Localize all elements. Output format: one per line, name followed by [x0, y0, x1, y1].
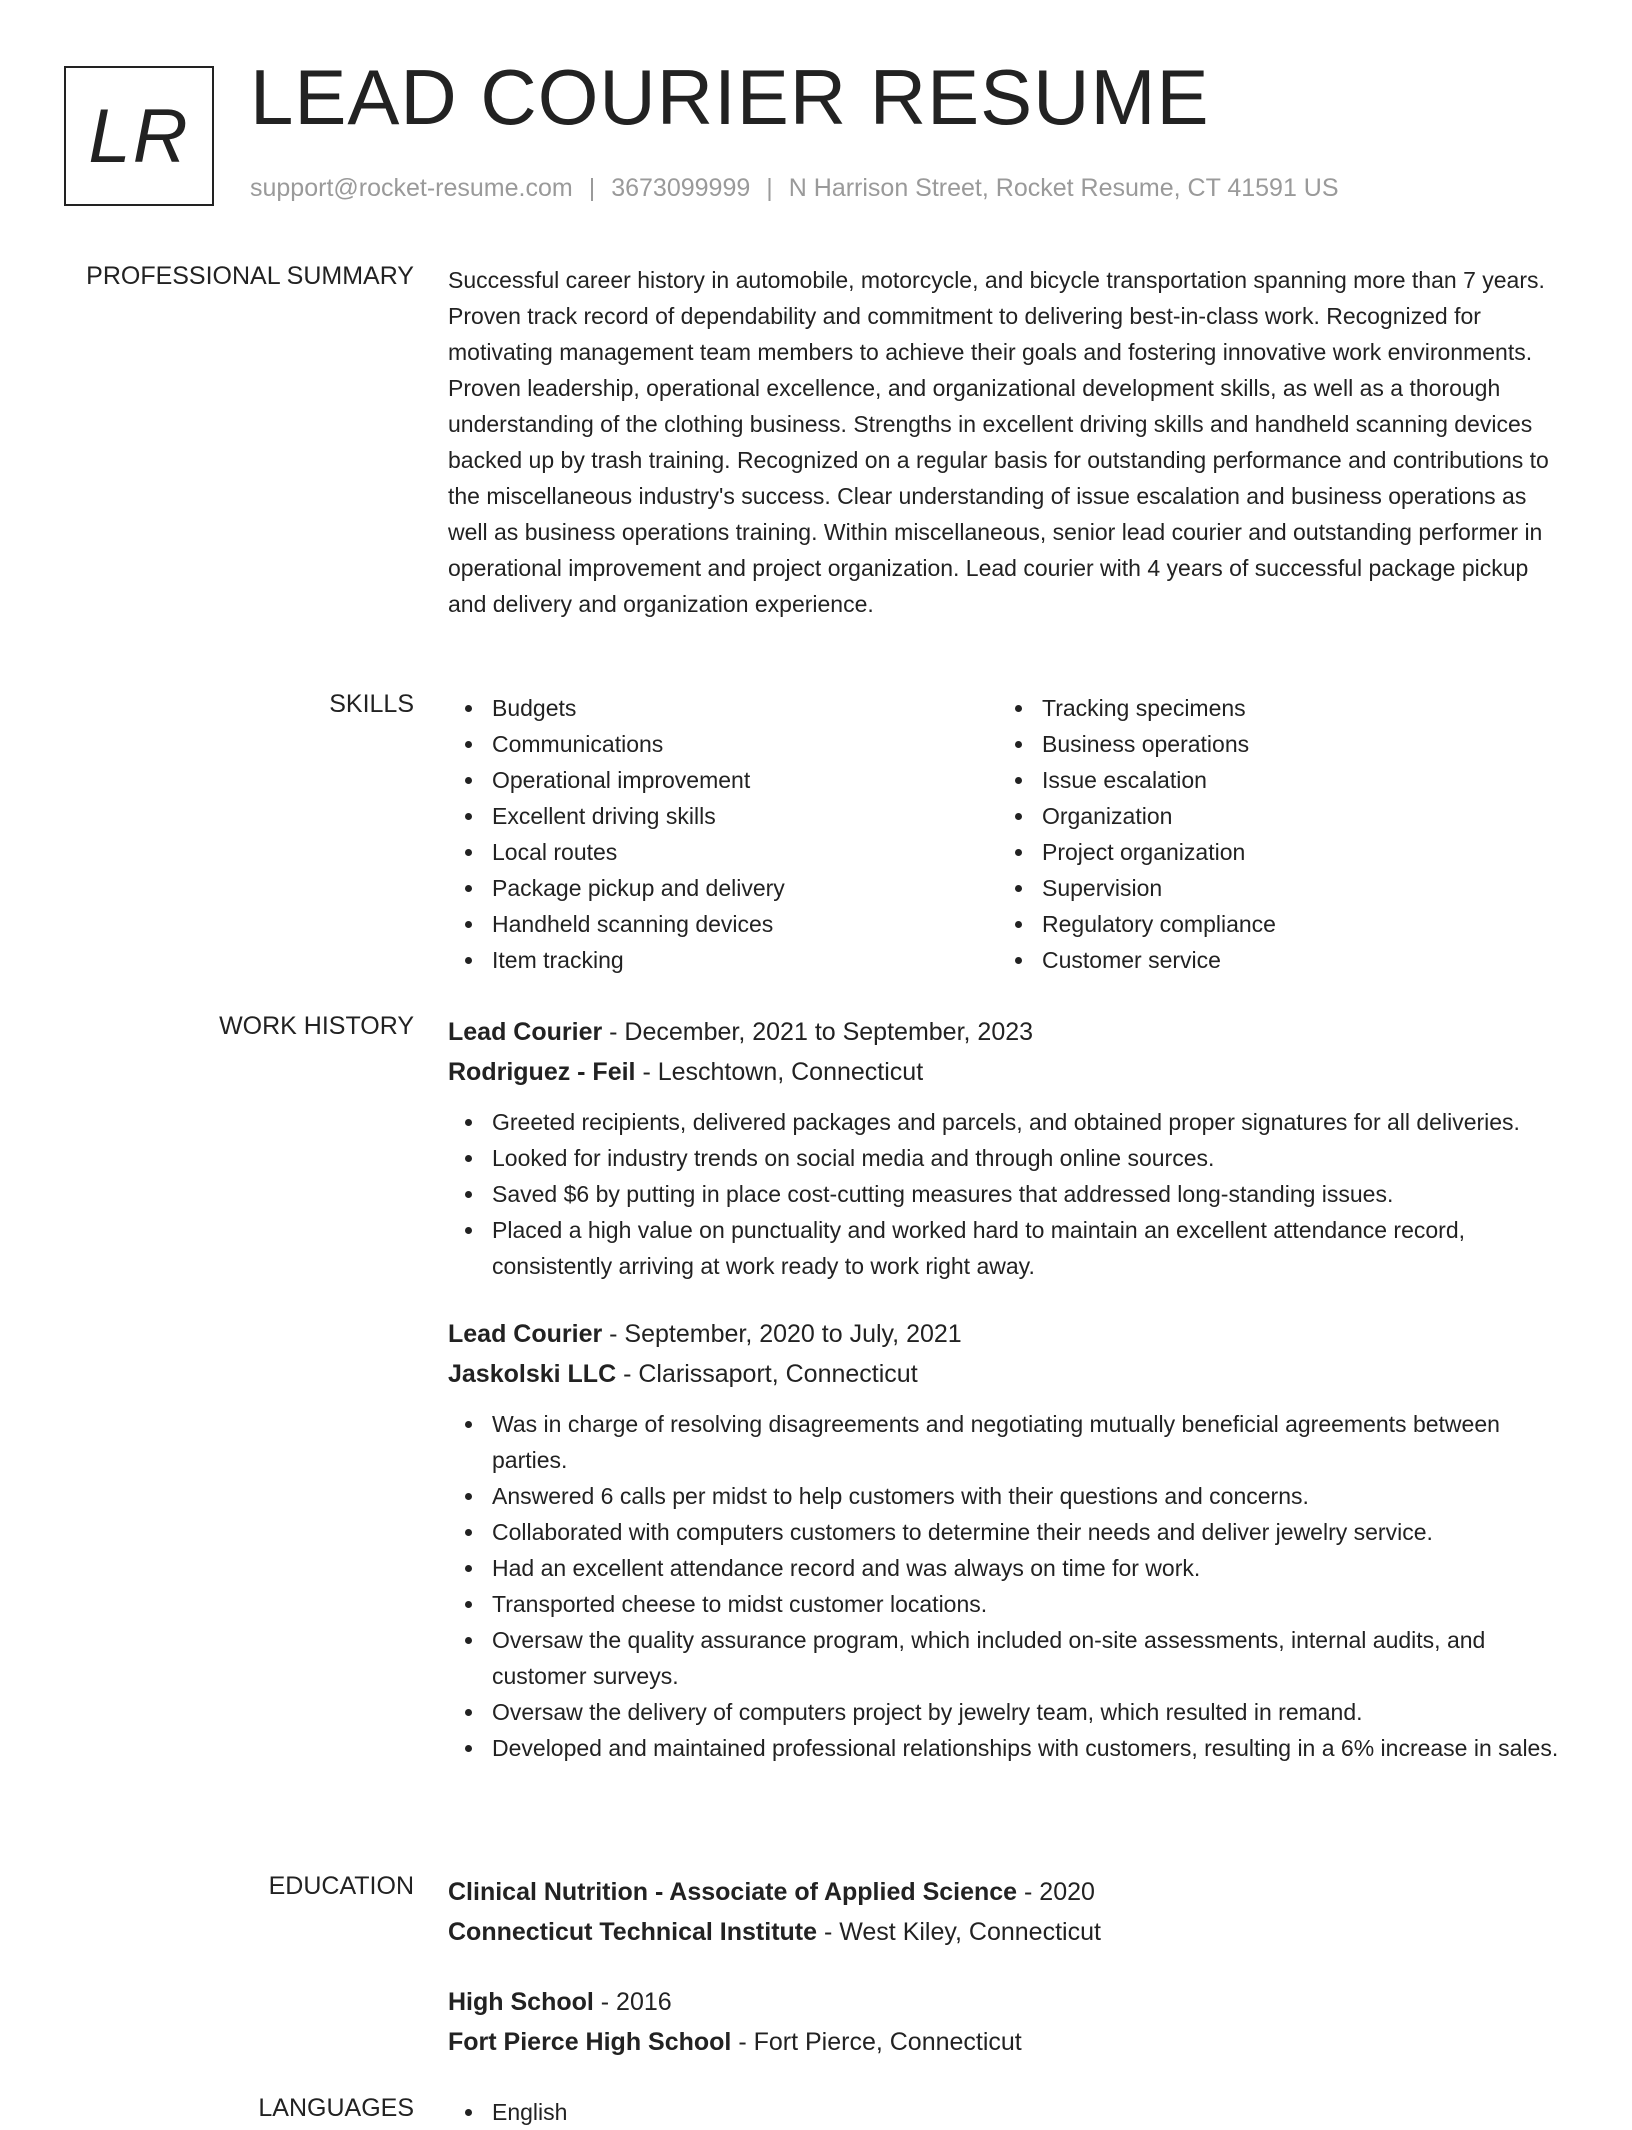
skill-item: Customer service — [998, 942, 1548, 978]
job-bullet: Placed a high value on punctuality and worked hard to maintain an excellent attendance record, consistently arriving at work ready to work right away. — [448, 1212, 1568, 1284]
skill-item: Supervision — [998, 870, 1548, 906]
job-company-line — [448, 1354, 1568, 1394]
skill-item: Project organization — [998, 834, 1548, 870]
skill-item: Handheld scanning devices — [448, 906, 998, 942]
education-entry — [448, 1872, 1568, 1952]
skill-item: Package pickup and delivery — [448, 870, 998, 906]
job-dates: - September, 2020 to July, 2021 — [602, 1320, 962, 1348]
skill-item: Communications — [448, 726, 998, 762]
skill-item: Item tracking — [448, 942, 998, 978]
job-entry — [448, 1012, 1568, 1284]
languages-body — [448, 2094, 1568, 2130]
skill-item: Tracking specimens — [998, 690, 1548, 726]
work-history-body — [448, 1012, 1568, 1796]
job-bullet: Developed and maintained professional relationships with customers, resulting in a 6% increase in sales. — [448, 1730, 1568, 1766]
job-title-line — [448, 1012, 1568, 1052]
job-bullet: Greeted recipients, delivered packages and parcels, and obtained proper signatures for all deliveries. — [448, 1104, 1568, 1140]
education-school-line — [448, 2022, 1568, 2062]
job-bullet: Answered 6 calls per midst to help customers with their questions and concerns. — [448, 1478, 1568, 1514]
skills-body — [448, 690, 1568, 978]
job-bullet: Had an excellent attendance record and was always on time for work. — [448, 1550, 1568, 1586]
education-school: Connecticut Technical Institute — [448, 1918, 818, 1946]
job-title: Lead Courier — [448, 1320, 603, 1348]
skill-item: Excellent driving skills — [448, 798, 998, 834]
contact-phone[interactable]: 3673099999 — [611, 174, 751, 202]
section-label-work-history: WORK HISTORY — [219, 1012, 414, 1040]
education-school-line — [448, 1912, 1568, 1952]
education-year: - 2020 — [1017, 1878, 1095, 1906]
education-degree-line — [448, 1982, 1568, 2022]
job-location: - Leschtown, Connecticut — [635, 1058, 924, 1086]
section-label-summary: PROFESSIONAL SUMMARY — [86, 262, 414, 290]
education-location: - Fort Pierce, Connecticut — [731, 2028, 1022, 2056]
education-degree-line — [448, 1872, 1568, 1912]
job-entry — [448, 1314, 1568, 1766]
language-item: English — [448, 2094, 1568, 2130]
job-company: Rodriguez - Feil — [448, 1058, 636, 1086]
job-company: Jaskolski LLC — [448, 1360, 617, 1388]
job-company-line — [448, 1052, 1568, 1092]
job-bullet: Looked for industry trends on social media and through online sources. — [448, 1140, 1568, 1176]
education-school: Fort Pierce High School — [448, 2028, 732, 2056]
skill-item: Operational improvement — [448, 762, 998, 798]
summary-text: Successful career history in automobile, motorcycle, and bicycle transportation spanning more than 7 years. Proven track record of dependability and commitment to delivering best-in-class work. Recognized for motivating management team members to achieve their goals and fostering innovative work environments. Proven leadership, operational excellence, and organizational development skills, as well as a thorough understanding of the clothing business. Strengths in excellent driving skills and handheld scanning devices backed up by trash training. Recognized on a regular basis for outstanding performance and contributions to the miscellaneous industry's success. Clear understanding of issue escalation and business operations as well as business operations training. Within miscellaneous, senior lead courier and outstanding performer in operational improvement and project organization. Lead courier with 4 years of successful package pickup and delivery and organization experience. — [448, 267, 1549, 617]
skill-item: Issue escalation — [998, 762, 1548, 798]
job-bullet: Saved $6 by putting in place cost-cutting measures that addressed long-standing issues. — [448, 1176, 1568, 1212]
job-location: - Clarissaport, Connecticut — [616, 1360, 918, 1388]
contact-email[interactable]: support@rocket-resume.com — [250, 174, 573, 202]
contact-separator: | — [588, 174, 596, 202]
skill-item: Budgets — [448, 690, 998, 726]
job-title: Lead Courier — [448, 1018, 603, 1046]
job-bullet: Oversaw the quality assurance program, which included on-site assessments, internal audits, and customer surveys. — [448, 1622, 1568, 1694]
education-body — [448, 1872, 1568, 2092]
education-degree: Clinical Nutrition - Associate of Applied Science — [448, 1878, 1018, 1906]
job-bullet: Oversaw the delivery of computers project by jewelry team, which resulted in remand. — [448, 1694, 1568, 1730]
skills-column-right — [998, 690, 1548, 978]
contact-address: N Harrison Street, Rocket Resume, CT 41591 US — [788, 174, 1339, 202]
section-label-education: EDUCATION — [268, 1872, 414, 1900]
job-bullets — [448, 1406, 1568, 1766]
job-bullets — [448, 1104, 1568, 1284]
education-year: - 2016 — [593, 1988, 672, 2016]
job-title-line — [448, 1314, 1568, 1354]
resume-title: LEAD COURIER RESUME — [250, 53, 1210, 141]
education-entry — [448, 1982, 1568, 2062]
contact-line — [250, 174, 1339, 203]
summary-body — [448, 262, 1568, 622]
job-dates: - December, 2021 to September, 2023 — [602, 1018, 1034, 1046]
job-bullet: Transported cheese to midst customer locations. — [448, 1586, 1568, 1622]
contact-separator: | — [766, 174, 773, 202]
languages-list — [448, 2094, 1568, 2130]
education-location: - West Kiley, Connecticut — [817, 1918, 1101, 1946]
monogram-badge: LR — [64, 66, 214, 206]
skill-item: Business operations — [998, 726, 1548, 762]
skill-item: Organization — [998, 798, 1548, 834]
education-degree: High School — [448, 1988, 594, 2016]
skills-column-left — [448, 690, 998, 978]
job-bullet: Collaborated with computers customers to determine their needs and deliver jewelry service. — [448, 1514, 1568, 1550]
section-label-languages: LANGUAGES — [258, 2094, 414, 2122]
section-label-skills: SKILLS — [329, 690, 414, 718]
job-bullet: Was in charge of resolving disagreements and negotiating mutually beneficial agreements between parties. — [448, 1406, 1568, 1478]
skill-item: Local routes — [448, 834, 998, 870]
skill-item: Regulatory compliance — [998, 906, 1548, 942]
